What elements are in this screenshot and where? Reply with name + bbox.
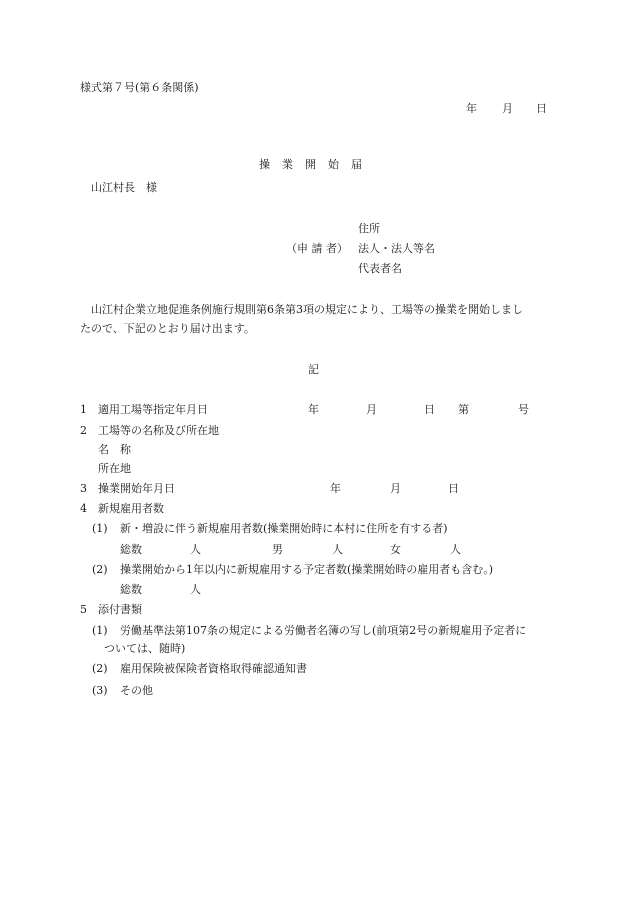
item4-sub1-total-label: 総数 [120, 543, 142, 556]
date-month-label: 月 [502, 102, 513, 115]
title-char: 届 [351, 158, 362, 171]
item4-sub1-female-unit: 人 [450, 543, 461, 556]
document-title [252, 144, 374, 172]
item3-year: 年 [330, 482, 341, 495]
item4-number: 4 [80, 502, 87, 515]
item3-number: 3 [80, 482, 87, 495]
applicant-address-label: 住所 [358, 222, 380, 235]
item1-month: 月 [366, 403, 377, 416]
item4-sub2-total-unit: 人 [190, 583, 201, 596]
item4-sub2-text: 操業開始から1年以内に新規雇用する予定者数(操業開始時の雇用者も含む。) [120, 563, 494, 576]
item3-day: 日 [448, 482, 459, 495]
item4-sub1-male-label: 男 [272, 543, 283, 556]
item4-sub1-text: 新・増設に伴う新規雇用者数(操業開始時に本村に住所を有する者) [120, 522, 448, 535]
item2-location-label: 所在地 [98, 462, 131, 475]
date-year-label: 年 [466, 102, 477, 115]
item1-day: 日 [424, 403, 435, 416]
item2-number: 2 [80, 424, 87, 437]
item1-number: 1 [80, 403, 87, 416]
item5-sub1-number: (1) [92, 624, 108, 637]
body-text-line2: たので、下記のとおり届け出ます。 [80, 322, 255, 335]
item5-number: 5 [80, 603, 87, 616]
date-day-label: 日 [536, 102, 547, 115]
item2-name-label: 名 称 [98, 443, 131, 456]
item5-sub3-text: その他 [120, 684, 153, 697]
item5-sub1-text-line1: 労働基準法第107条の規定による労働者名簿の写し(前項第2号の新規雇用予定者に [120, 624, 527, 637]
item1-year: 年 [308, 403, 319, 416]
item1-go: 号 [518, 403, 529, 416]
applicant-representative-label: 代表者名 [358, 262, 402, 275]
addressee: 山江村長 様 [91, 181, 157, 194]
item5-sub2-text: 雇用保険被保険者資格取得確認通知書 [120, 662, 307, 675]
body-text-line1: 山江村企業立地促進条例施行規則第6条第3項の規定により、工場等の操業を開始しまし [91, 303, 523, 316]
title-char: 操 [259, 158, 270, 171]
applicant-label: （申 請 者） [286, 242, 348, 255]
item3-label: 操業開始年月日 [98, 482, 175, 495]
item4-label: 新規雇用者数 [98, 502, 164, 515]
item1-label: 適用工場等指定年月日 [98, 403, 208, 416]
item5-label: 添付書類 [98, 603, 142, 616]
item2-label: 工場等の名称及び所在地 [98, 424, 219, 437]
item5-sub2-number: (2) [92, 662, 108, 675]
item4-sub1-number: (1) [92, 522, 108, 535]
ki-heading: 記 [308, 363, 319, 376]
item4-sub1-total-unit: 人 [190, 543, 201, 556]
title-char: 始 [328, 158, 339, 171]
title-char: 業 [282, 158, 293, 171]
item3-month: 月 [390, 482, 401, 495]
item1-dai: 第 [458, 403, 469, 416]
form-number: 様式第７号(第６条関係) [80, 81, 199, 94]
item4-sub2-total-label: 総数 [120, 583, 142, 596]
item4-sub1-male-unit: 人 [332, 543, 343, 556]
applicant-corporation-label: 法人・法人等名 [358, 242, 435, 255]
item5-sub1-text-line2: ついては、随時) [104, 642, 186, 655]
item5-sub3-number: (3) [92, 684, 108, 697]
title-char: 開 [305, 158, 316, 171]
item4-sub2-number: (2) [92, 563, 108, 576]
item4-sub1-female-label: 女 [390, 543, 401, 556]
